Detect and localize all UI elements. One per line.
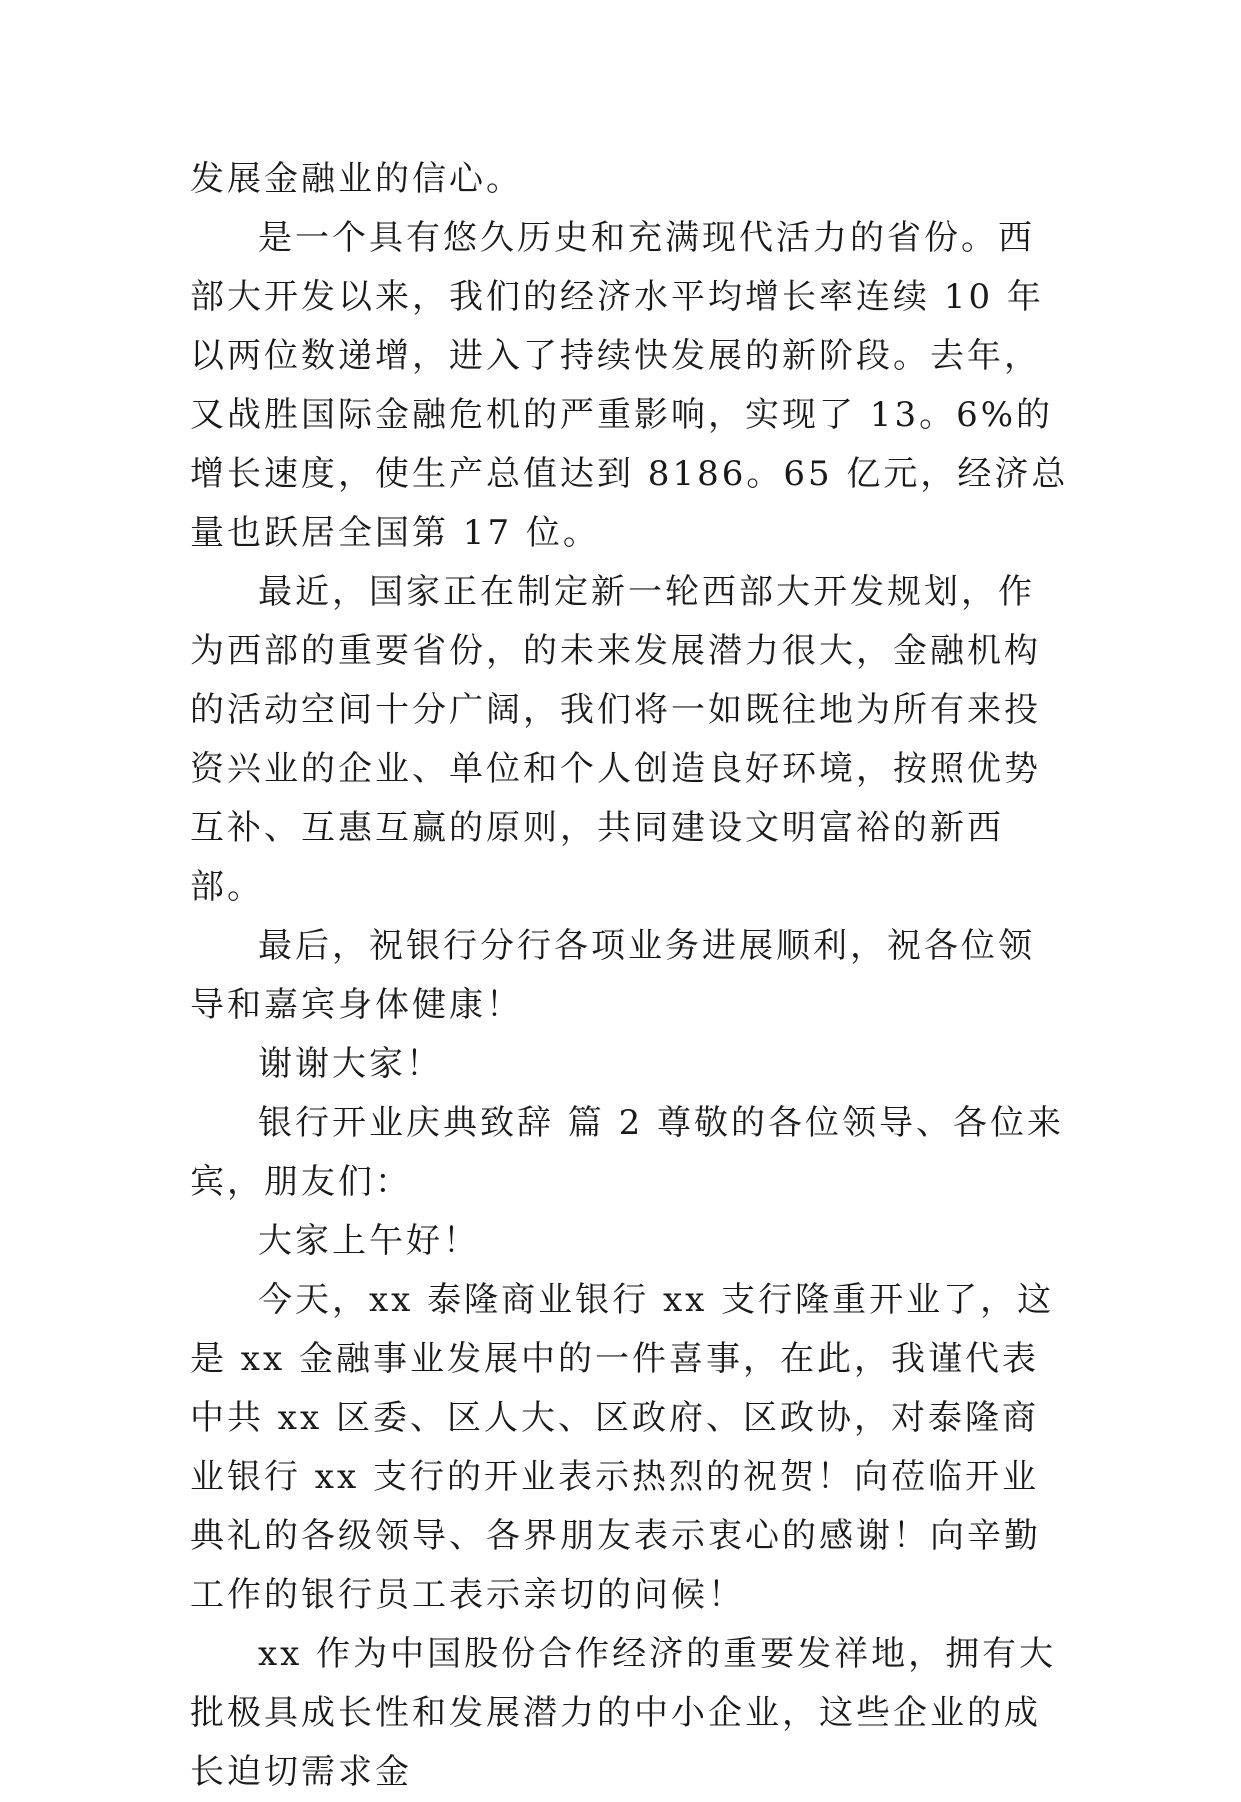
paragraph-1: 发展金融业的信心。: [190, 159, 523, 199]
paragraph-6: 银行开业庆典致辞 篇 2 尊敬的各位领导、各位来宾，朋友们：: [190, 1103, 1065, 1202]
document-body: [190, 150, 1070, 1802]
paragraph-3: 最近，国家正在制定新一轮西部大开发规划，作为西部的重要省份，的未来发展潜力很大，金融机构的活动空间十分广阔，我们将一如既往地为所有来投资兴业的企业、单位和个人创造良好环境，按照优势互补、互惠互赢的原则，共同建设文明富裕的新西部。: [190, 572, 1041, 907]
paragraph-7: 大家上午好！: [258, 1221, 480, 1261]
paragraph-2: 是一个具有悠久历史和充满现代活力的省份。西部大开发以来，我们的经济水平均增长率连续 10 年以两位数递增，进入了持续快发展的新阶段。去年，又战胜国际金融危机的严重影响，实现了 13。6%的增长速度，使生产总值达到 8186。65 亿元，经济总量也跃居全国第 17 位。: [190, 218, 1069, 553]
paragraph-9: xx 作为中国股份合作经济的重要发祥地，拥有大批极具成长性和发展潜力的中小企业，这些企业的成长迫切需求金: [190, 1634, 1057, 1792]
paragraph-5: 谢谢大家！: [258, 1044, 443, 1084]
paragraph-4: 最后，祝银行分行各项业务进展顺利，祝各位领导和嘉宾身体健康！: [190, 926, 1035, 1025]
paragraph-8: 今天，xx 泰隆商业银行 xx 支行隆重开业了，这是 xx 金融事业发展中的一件喜事，在此，我谨代表中共 xx 区委、区人大、区政府、区政协，对泰隆商业银行 xx 支行的开业表示热烈的祝贺！向莅临开业典礼的各级领导、各界朋友表示衷心的感谢！向辛勤工作的银行员工表示亲切的问候！: [190, 1280, 1055, 1615]
